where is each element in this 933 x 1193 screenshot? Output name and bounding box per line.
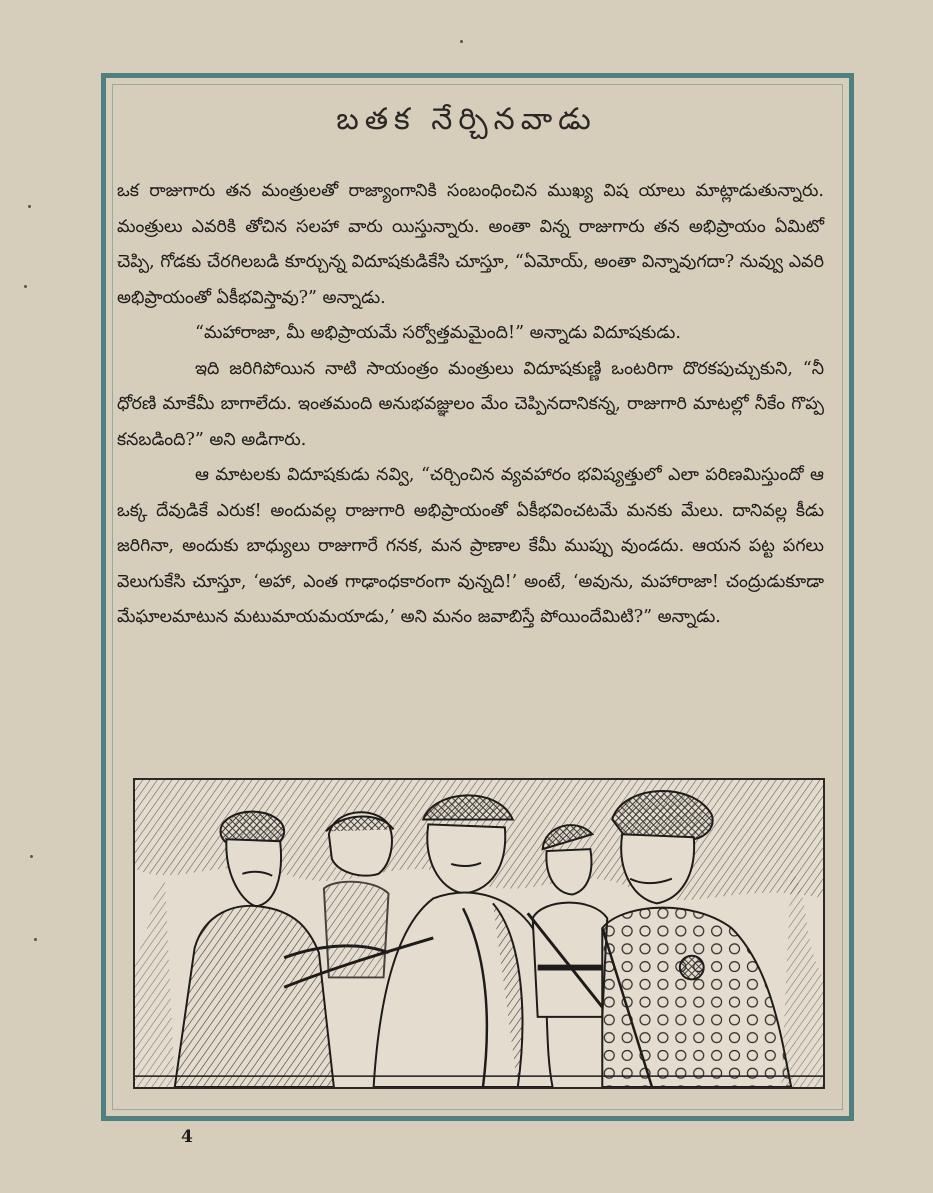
paper-speck bbox=[460, 40, 463, 43]
story-illustration bbox=[133, 778, 825, 1089]
paper-speck bbox=[28, 205, 31, 208]
illustration-drawing bbox=[135, 780, 823, 1087]
paper-speck bbox=[24, 285, 27, 288]
story-body bbox=[117, 174, 824, 636]
paper-speck bbox=[30, 855, 33, 858]
page-number: 4 bbox=[181, 1127, 193, 1147]
paragraph-4: ఆ మాటలకు విదూషకుడు నవ్వి, “చర్చించిన వ్యవహారం భవిష్యత్తులో ఎలా పరిణమిస్తుందో ఆ ఒక్క దేవుడికే ఎరుక! అందువల్ల రాజుగారి అభిప్రాయంతో ఏకీభవించటమే మనకు మేలు. దానివల్ల కీడు జరిగినా, అందుకు బాధ్యులు రాజుగారే గనక, మన ప్రాణాల కేమీ ముప్పు వుండదు. ఆయన పట్ట పగలు వెలుగుకేసి చూస్తూ, ‘అహా, ఎంత గాఢాంధకారంగా వున్నది!’ అంటే, ‘అవును, మహారాజా! చంద్రుడుకూడా మేఘాలమాటున మటుమాయమయాడు,’ అని మనం జవాబిస్తే పోయిందేమిటి?” అన్నాడు. bbox=[117, 465, 824, 627]
paper-speck bbox=[34, 938, 37, 941]
paragraph-3: ఇది జరిగిపోయిన నాటి సాయంత్రం మంత్రులు విదూషకుణ్ణి ఒంటరిగా దొరకపుచ్చుకుని, “నీ ధోరణి మాకేమీ బాగాలేదు. ఇంతమంది అనుభవజ్ఞులం మేం చెప్పినదానికన్న, రాజుగారి మాటల్లో నీకేం గొప్ప కనబడింది?” అని అడిగారు. bbox=[117, 358, 824, 450]
paragraph-1: ఒక రాజుగారు తన మంత్రులతో రాజ్యాంగానికి సంబంధించిన ముఖ్య విష యాలు మాట్లాడుతున్నారు. మంత్రులు ఎవరికి తోచిన సలహా వారు యిస్తున్నారు. అంతా విన్న రాజుగారు తన అభిప్రాయం ఏమిటో చెప్పి, గోడకు చేరగిలబడి కూర్చున్న విదూషకుడికేసి చూస్తూ, “ఏమోయ్, అంతా విన్నావుగదా? నువ్వు ఎవరి అభిప్రాయంతో ఏకీభవిస్తావు?” అన్నాడు. bbox=[117, 181, 824, 308]
paragraph-2: “మహారాజా, మీ అభిప్రాయమే సర్వోత్తమమైంది!” అన్నాడు విదూషకుడు. bbox=[195, 323, 681, 343]
story-title: బతక నేర్చినవాడు bbox=[336, 102, 597, 137]
